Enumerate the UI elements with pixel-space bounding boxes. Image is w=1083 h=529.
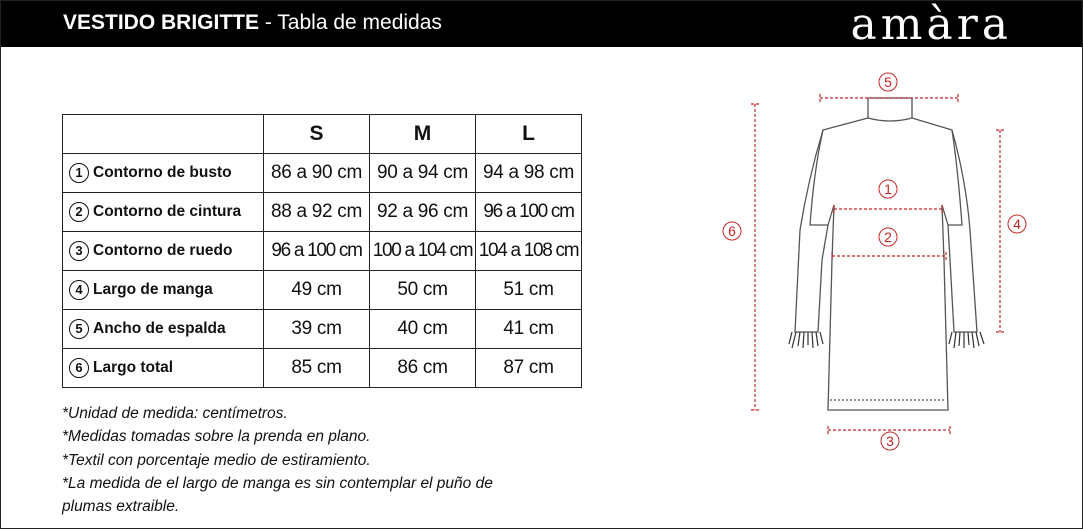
table-header-empty — [63, 115, 264, 154]
row-label — [63, 271, 264, 310]
table-cell: 86 a 90 cm — [264, 154, 370, 193]
table-cell: 51 cm — [476, 271, 582, 310]
table-cell: 39 cm — [264, 310, 370, 349]
note-line: *Textil con porcentaje medio de estiramiento. — [62, 451, 371, 469]
marker-6 — [723, 222, 741, 240]
table-row — [63, 310, 582, 349]
svg-text:6: 6 — [728, 223, 736, 239]
dress-diagram — [700, 60, 1070, 470]
table-cell: 85 cm — [264, 349, 370, 388]
table-header-size: L — [476, 115, 582, 154]
marker-3 — [881, 432, 899, 450]
feather-cuffs — [789, 332, 984, 348]
table-cell: 87 cm — [476, 349, 582, 388]
note-line: *Medidas tomadas sobre la prenda en plano. — [62, 428, 371, 446]
table-row — [63, 349, 582, 388]
table-cell: 90 a 94 cm — [370, 154, 476, 193]
note-line: *Unidad de medida: centímetros. — [62, 405, 288, 422]
table-cell: 49 cm — [264, 271, 370, 310]
table-header-size: S — [264, 115, 370, 154]
marker-1 — [879, 180, 897, 198]
table-cell: 40 cm — [370, 310, 476, 349]
table-row — [63, 232, 582, 271]
table-row — [63, 154, 582, 193]
row-label — [63, 193, 264, 232]
table-cell: 96 a 100 cm — [476, 193, 582, 232]
table-cell: 92 a 96 cm — [370, 193, 476, 232]
table-row — [63, 193, 582, 232]
marker-4 — [1008, 215, 1026, 233]
number-badge: 3 — [69, 241, 89, 261]
table-cell: 41 cm — [476, 310, 582, 349]
product-name: VESTIDO BRIGITTE — [63, 11, 260, 34]
header-bar — [1, 0, 1082, 50]
row-label-text: Contorno de cintura — [93, 203, 242, 221]
table-cell: 104 a 108 cm — [476, 232, 582, 271]
dress-outline — [795, 98, 977, 410]
table-cell: 100 a 104 cm — [370, 232, 476, 271]
note-line: *La medida de el largo de manga es sin contemplar el puño de — [62, 474, 493, 492]
row-label — [63, 154, 264, 193]
number-badge: 2 — [69, 202, 89, 222]
table-cell: 88 a 92 cm — [264, 193, 370, 232]
measure-lines — [751, 94, 1004, 434]
table-cell: 94 a 98 cm — [476, 154, 582, 193]
svg-text:3: 3 — [886, 433, 894, 449]
number-badge: 5 — [69, 319, 89, 339]
marker-5 — [879, 73, 897, 91]
row-label — [63, 310, 264, 349]
measure-markers — [723, 73, 1026, 450]
size-table — [62, 114, 582, 388]
row-label-text: Contorno de ruedo — [93, 242, 233, 260]
number-badge: 4 — [69, 280, 89, 300]
table-row — [63, 271, 582, 310]
marker-2 — [879, 228, 897, 246]
table-header-row — [63, 115, 582, 154]
page-title — [63, 11, 442, 35]
row-label-text: Ancho de espalda — [93, 320, 226, 338]
number-badge: 6 — [69, 358, 89, 378]
table-header-size: M — [370, 115, 476, 154]
row-label-text: Largo total — [93, 359, 174, 377]
notes — [62, 402, 493, 518]
brand-logo: amàra — [850, 0, 1012, 50]
table-cell: 96 a 100 cm — [264, 232, 370, 271]
row-label-text: Contorno de busto — [93, 164, 232, 182]
row-label — [63, 349, 264, 388]
svg-text:2: 2 — [884, 229, 892, 245]
row-label-text: Largo de manga — [93, 281, 213, 299]
note-line: plumas extraible. — [62, 498, 180, 516]
page-subtitle: - Tabla de medidas — [259, 11, 442, 34]
table-cell: 86 cm — [370, 349, 476, 388]
number-badge: 1 — [69, 163, 89, 183]
svg-text:4: 4 — [1013, 216, 1021, 232]
table-cell: 50 cm — [370, 271, 476, 310]
svg-text:5: 5 — [884, 74, 892, 90]
row-label — [63, 232, 264, 271]
svg-text:1: 1 — [884, 181, 892, 197]
